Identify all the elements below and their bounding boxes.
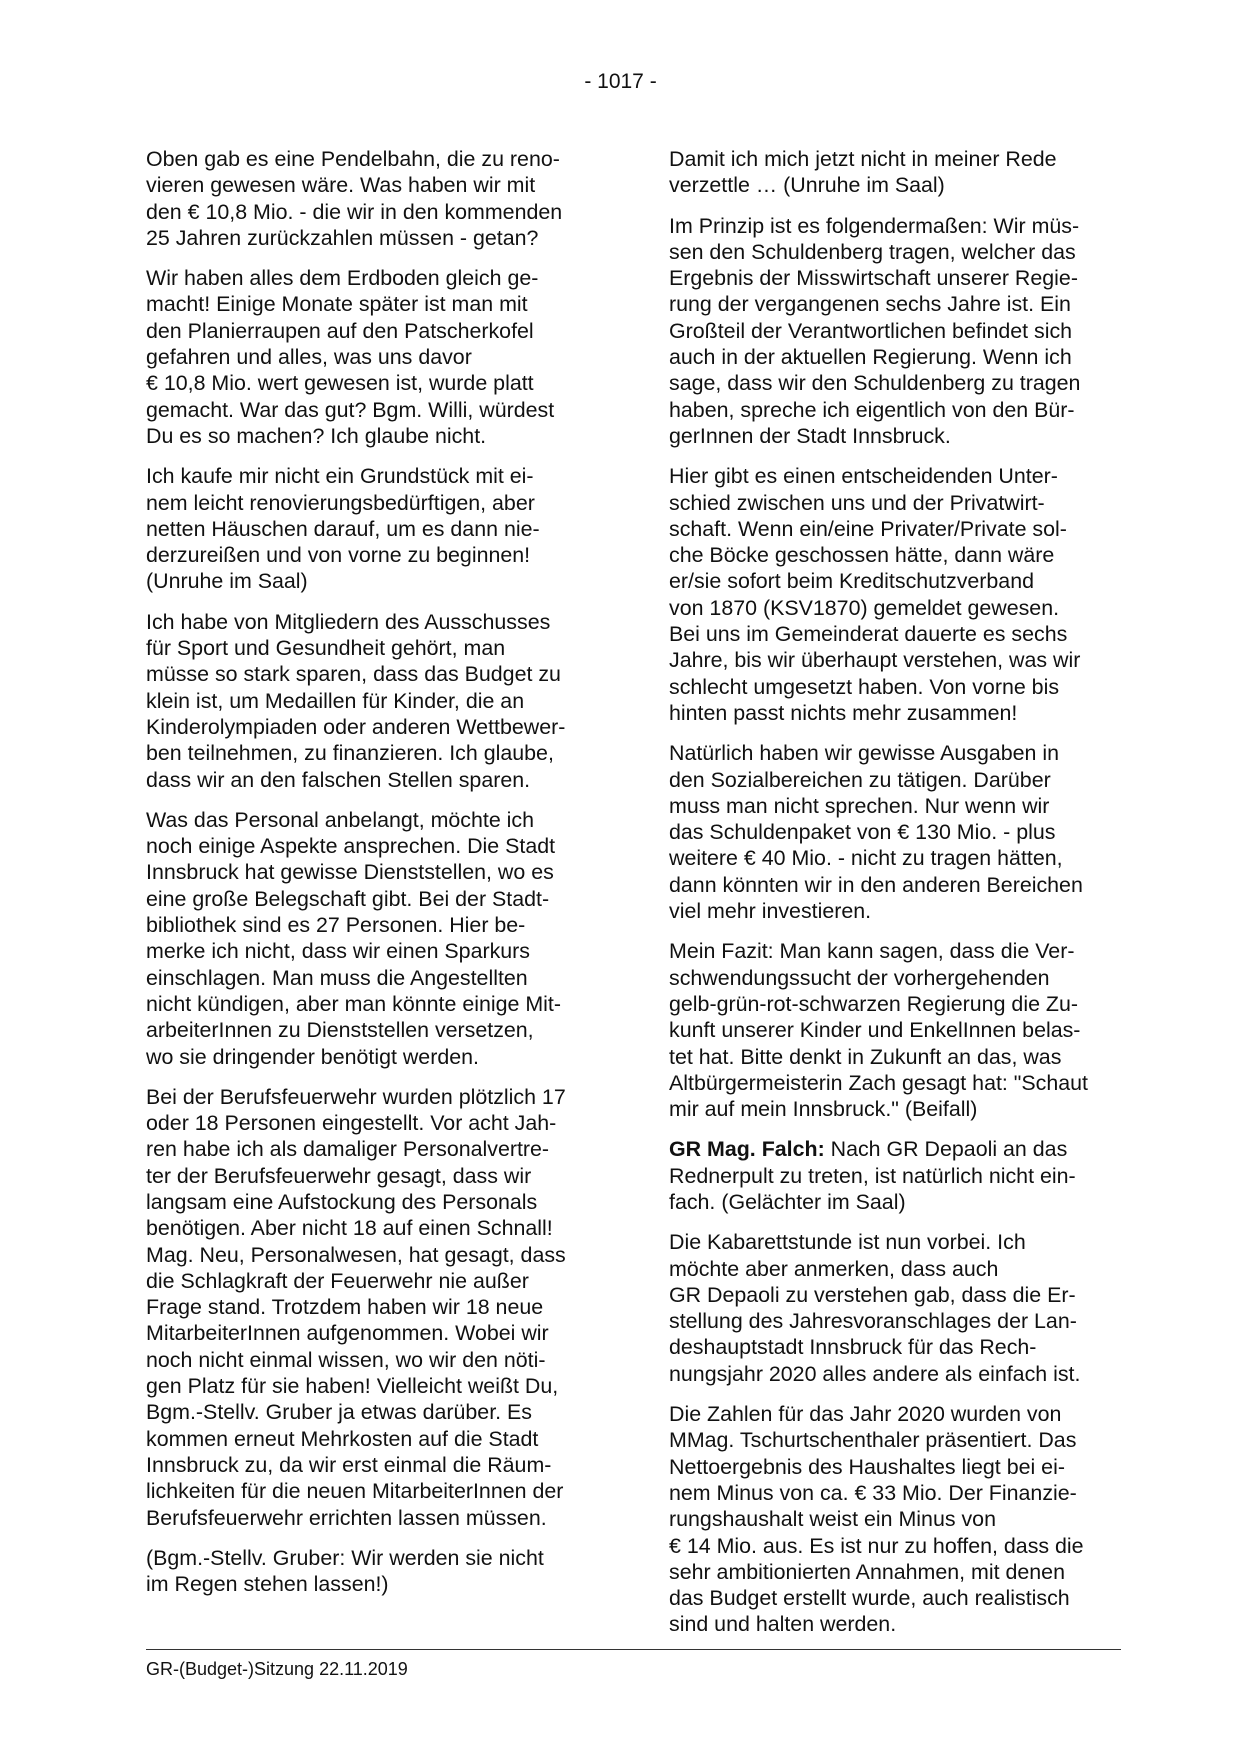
speaker-text: Nach GR Depaoli an das [824,1137,1068,1162]
text-line: Ergebnis der Misswirtschaft unserer Regie- [669,266,1078,291]
text-line: bibliothek sind es 27 Personen. Hier be- [146,913,526,938]
text-line: Oben gab es eine Pendelbahn, die zu reno- [146,147,560,171]
paragraph [669,740,1121,924]
paragraph [669,1401,1121,1638]
text-line: Mein Fazit: Man kann sagen, dass die Ver- [669,939,1075,964]
text-line: möchte aber anmerken, dass auch [669,1256,999,1281]
text-line: lichkeiten für die neuen MitarbeiterInnen der [146,1479,564,1504]
text-line: Ich habe von Mitgliedern des Ausschusses [146,609,551,634]
paragraph [146,609,598,793]
text-line: Bgm.-Stellv. Gruber ja etwas darüber. Es [146,1400,532,1425]
text-line: Jahre, bis wir überhaupt verstehen, was wir [669,648,1081,673]
text-line: nungsjahr 2020 alles andere als einfach ist. [669,1361,1081,1386]
page-number: - 1017 - [584,70,657,93]
text-line: GR Depaoli zu verstehen gab, dass die Er- [669,1282,1076,1307]
paragraph [669,463,1121,726]
text-line: (Unruhe im Saal) [146,569,308,594]
paragraph [669,146,1121,199]
text-line: Berufsfeuerwehr errichten lassen müssen. [146,1505,547,1530]
text-line: müsse so stark sparen, dass das Budget zu [146,662,561,687]
footer-session-label: GR-(Budget-)Sitzung 22.11.2019 [146,1659,408,1679]
text-line: ter der Berufsfeuerwehr gesagt, dass wir [146,1163,532,1188]
text-line: das Schuldenpaket von € 130 Mio. - plus [669,820,1056,845]
footer-divider [146,1649,1121,1650]
text-line: Rednerpult zu treten, ist natürlich nicht ein- [669,1163,1076,1188]
text-line: verzettle … (Unruhe im Saal) [669,173,945,198]
text-line: Nettoergebnis des Haushaltes liegt bei ei- [669,1454,1065,1479]
text-line: dann könnten wir in den anderen Bereichen [669,872,1083,897]
text-line: Ich kaufe mir nicht ein Grundstück mit ei- [146,464,534,489]
text-line: derzureißen und von vorne zu beginnen! [146,543,531,568]
text-line: € 14 Mio. aus. Es ist nur zu hoffen, dass die [669,1533,1084,1558]
text-line: für Sport und Gesundheit gehört, man [146,636,506,661]
text-line: Bei der Berufsfeuerwehr wurden plötzlich 17 [146,1084,566,1109]
text-line: dass wir an den falschen Stellen sparen. [146,767,531,792]
text-line: kommen erneut Mehrkosten auf die Stadt [146,1426,539,1451]
text-line: ben teilnehmen, zu finanzieren. Ich glaube, [146,741,554,766]
text-line: er/sie sofort beim Kreditschutzverband [669,569,1034,594]
text-line: schied zwischen uns und der Privatwirt- [669,490,1045,515]
text-line: den € 10,8 Mio. - die wir in den kommenden [146,199,563,224]
text-line: viel mehr investieren. [669,899,872,924]
right-column [669,146,1121,1652]
text-line: Kinderolympiaden oder anderen Wettbewer- [146,714,566,739]
text-line: gefahren und alles, was uns davor [146,345,472,370]
text-line: 25 Jahren zurückzahlen müssen - getan? [146,225,539,250]
paragraph [146,1545,598,1598]
text-line: Die Zahlen für das Jahr 2020 wurden von [669,1402,1062,1427]
paragraph [146,265,598,449]
text-line: Innsbruck hat gewisse Dienststellen, wo es [146,860,554,885]
text-line: sind und halten werden. [669,1612,897,1637]
text-line: haben, spreche ich eigentlich von den Bür- [669,397,1075,422]
text-line: ren habe ich als damaliger Personalvertre- [146,1137,550,1162]
text-line: vieren gewesen wäre. Was haben wir mit [146,173,536,198]
text-line: nem Minus von ca. € 33 Mio. Der Finanzie- [669,1480,1077,1505]
text-line: schaft. Wenn ein/eine Privater/Private sol- [669,516,1067,541]
text-line: benötigen. Aber nicht 18 auf einen Schnall! [146,1216,553,1241]
text-line: Was das Personal anbelangt, möchte ich [146,807,535,832]
text-line: Du es so machen? Ich glaube nicht. [146,423,487,448]
text-line: (Bgm.-Stellv. Gruber: Wir werden sie nicht [146,1545,544,1570]
text-line: rung der vergangenen sechs Jahre ist. Ein [669,292,1071,317]
speaker-name: GR Mag. Falch: [669,1137,825,1162]
text-line [669,1136,1121,1162]
text-line: Mag. Neu, Personalwesen, hat gesagt, dass [146,1242,566,1267]
text-line: MitarbeiterInnen aufgenommen. Wobei wir [146,1321,549,1346]
text-line: weitere € 40 Mio. - nicht zu tragen hätten, [669,846,1063,871]
paragraph [669,213,1121,450]
text-line: nem leicht renovierungsbedürftigen, aber [146,490,535,515]
text-line: stellung des Jahresvoranschlages der Lan- [669,1309,1077,1334]
text-line: Natürlich haben wir gewisse Ausgaben in [669,741,1060,766]
text-line: im Regen stehen lassen!) [146,1572,389,1597]
text-line: netten Häuschen darauf, um es dann nie- [146,516,540,541]
text-line: den Sozialbereichen zu tätigen. Darüber [669,767,1051,792]
text-line: einschlagen. Man muss die Angestellten [146,965,528,990]
text-line: Hier gibt es einen entscheidenden Unter- [669,464,1058,489]
text-line: arbeiterInnen zu Dienststellen versetzen, [146,1018,534,1043]
text-line: gen Platz für sie haben! Vielleicht weißt Du, [146,1374,559,1399]
text-line: fach. (Gelächter im Saal) [669,1189,906,1214]
text-line: schwendungssucht der vorhergehenden [669,965,1050,990]
text-line: auch in der aktuellen Regierung. Wenn ich [669,345,1072,370]
text-line: merke ich nicht, dass wir einen Sparkurs [146,939,530,964]
text-line: wo sie dringender benötigt werden. [146,1044,479,1069]
text-line: gerInnen der Stadt Innsbruck. [669,423,951,448]
paragraph [669,938,1121,1122]
text-line: nicht kündigen, aber man könnte einige Mit- [146,991,561,1016]
text-line: den Planierraupen auf den Patscherkofel [146,318,534,343]
text-line: Altbürgermeisterin Zach gesagt hat: "Schaut [669,1070,1088,1095]
text-line: gemacht. War das gut? Bgm. Willi, würdest [146,397,555,422]
text-line: MMag. Tschurtschenthaler präsentiert. Das [669,1428,1077,1453]
text-line: schlecht umgesetzt haben. Von vorne bis [669,674,1060,699]
text-line: klein ist, um Medaillen für Kinder, die an [146,688,525,713]
text-line: hinten passt nichts mehr zusammen! [669,700,1018,725]
text-line: deshauptstadt Innsbruck für das Rech- [669,1335,1037,1360]
text-line: che Böcke geschossen hätte, dann wäre [669,543,1055,568]
text-line: rungshaushalt weist ein Minus von [669,1507,996,1532]
text-line: muss man nicht sprechen. Nur wenn wir [669,793,1050,818]
text-line: noch einige Aspekte ansprechen. Die Stadt [146,834,556,859]
text-line: kunft unserer Kinder und EnkelInnen belas- [669,1018,1081,1043]
paragraph [669,1136,1121,1215]
text-line: tet hat. Bitte denkt in Zukunft an das, was [669,1044,1062,1069]
text-line: von 1870 (KSV1870) gemeldet gewesen. [669,595,1060,620]
text-line: gelb-grün-rot-schwarzen Regierung die Zu- [669,991,1078,1016]
text-line: Im Prinzip ist es folgendermaßen: Wir müs- [669,213,1080,238]
text-line: noch nicht einmal wissen, wo wir den nöti- [146,1347,546,1372]
text-line: langsam eine Aufstockung des Personals [146,1189,538,1214]
text-line: € 10,8 Mio. wert gewesen ist, wurde platt [146,371,534,396]
text-line: die Schlagkraft der Feuerwehr nie außer [146,1268,529,1293]
text-line: Wir haben alles dem Erdboden gleich ge- [146,266,539,291]
text-line: Frage stand. Trotzdem haben wir 18 neue [146,1295,544,1320]
text-line: eine große Belegschaft gibt. Bei der Stadt- [146,886,550,911]
text-line: Die Kabarettstunde ist nun vorbei. Ich [669,1230,1026,1255]
paragraph [146,463,598,594]
text-line: das Budget erstellt wurde, auch realistisch [669,1586,1070,1611]
paragraph [146,1084,598,1531]
text-line: macht! Einige Monate später ist man mit [146,292,528,317]
text-line: mir auf mein Innsbruck." (Beifall) [669,1097,978,1122]
paragraph [146,146,598,251]
text-line: Innsbruck zu, da wir erst einmal die Räum- [146,1452,552,1477]
text-line: sehr ambitionierten Annahmen, mit denen [669,1559,1065,1584]
text-line: sage, dass wir den Schuldenberg zu tragen [669,371,1081,396]
text-line: Damit ich mich jetzt nicht in meiner Rede [669,147,1057,171]
left-column [146,146,598,1611]
text-line: Bei uns im Gemeinderat dauerte es sechs [669,622,1068,647]
text-line: oder 18 Personen eingestellt. Vor acht Jah- [146,1111,557,1136]
text-line: Großteil der Verantwortlichen befindet sich [669,318,1073,343]
paragraph [669,1229,1121,1387]
text-line: sen den Schuldenberg tragen, welcher das [669,239,1076,264]
paragraph [146,807,598,1070]
